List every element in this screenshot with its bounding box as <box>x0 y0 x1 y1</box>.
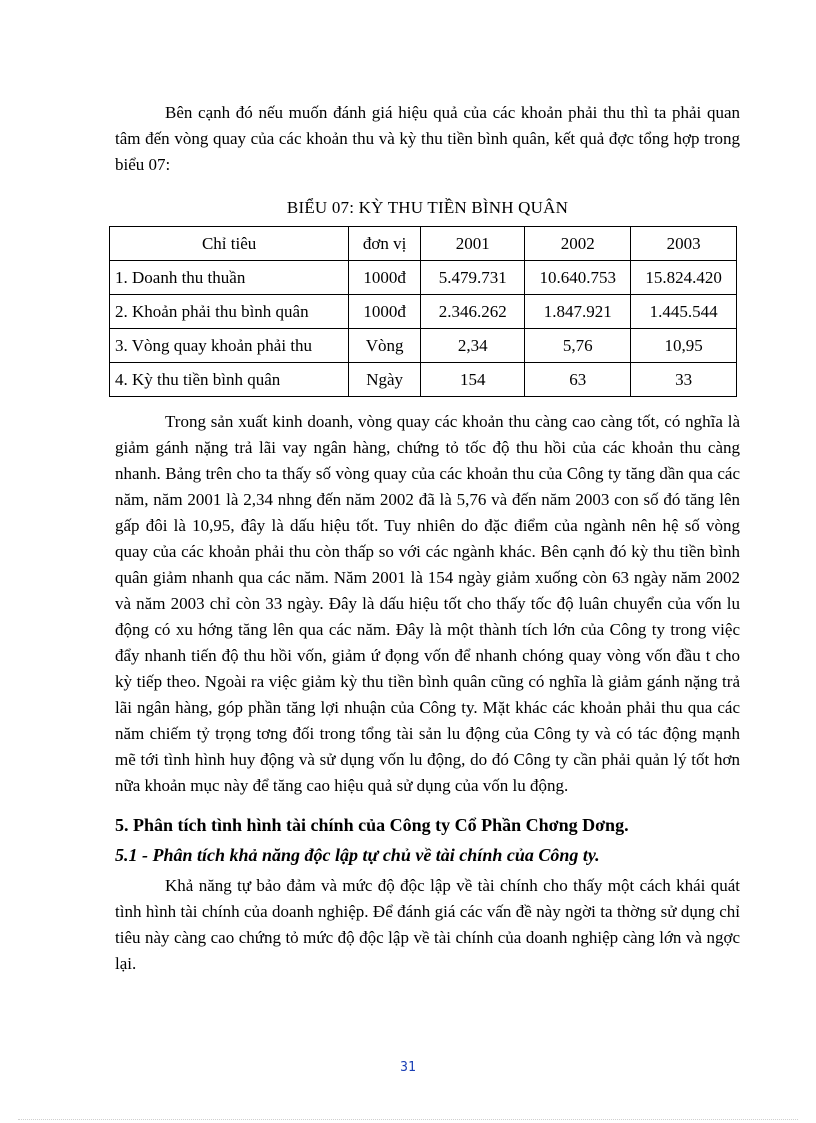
document-page <box>115 100 740 977</box>
row-unit: Vòng <box>349 329 421 363</box>
row-indicator: 2. Khoản phải thu bình quân <box>110 295 349 329</box>
cell-2001: 154 <box>421 363 525 397</box>
table-row <box>110 295 737 329</box>
receivables-table <box>109 226 737 397</box>
cell-2003: 15.824.420 <box>631 261 737 295</box>
table-row <box>110 363 737 397</box>
cell-2001: 2.346.262 <box>421 295 525 329</box>
header-unit: đơn vị <box>349 227 421 261</box>
table-container <box>115 226 740 397</box>
cell-2003: 33 <box>631 363 737 397</box>
header-2001: 2001 <box>421 227 525 261</box>
header-2002: 2002 <box>525 227 631 261</box>
cell-2003: 10,95 <box>631 329 737 363</box>
intro-paragraph: Bên cạnh đó nếu muốn đánh giá hiệu quả của các khoản phải thu thì ta phải quan tâm đến vòng quay của các khoản thu và kỳ thu tiền bình quân, kết quả đợc tổng hợp trong biểu 07: <box>115 103 740 174</box>
row-unit: 1000đ <box>349 261 421 295</box>
header-indicator: Chỉ tiêu <box>110 227 349 261</box>
row-indicator: 3. Vòng quay khoản phải thu <box>110 329 349 363</box>
cell-2001: 5.479.731 <box>421 261 525 295</box>
header-2003: 2003 <box>631 227 737 261</box>
analysis-paragraph: Trong sản xuất kinh doanh, vòng quay các khoản thu càng cao càng tốt, có nghĩa là giảm gánh nặng trả lãi vay ngân hàng, chứng tỏ tốc độ thu hồi của các khoản thu càng nhanh. Bảng trên cho ta thấy số vòng quay của các khoản thu của Công ty tăng dần qua các năm, năm 2001 là 2,34 nhng đến năm 2002 đã là 5,76 và đến năm 2003 con số đó tăng lên gấp đôi là 10,95, đây là dấu hiệu tốt. Tuy nhiên do đặc điểm của ngành nên hệ số vòng quay của các khoản phải thu còn thấp so với các ngành khác. Bên cạnh đó kỳ thu tiền bình quân giảm nhanh qua các năm. Năm 2001 là 154 ngày giảm xuống còn 63 ngày năm 2002 và năm 2003 chỉ còn 33 ngày. Đây là dấu hiệu tốt cho thấy tốc độ luân chuyển của vốn lu động có xu hớng tăng lên qua các năm. Đây là một thành tích lớn của Công ty trong việc đẩy nhanh tiến độ thu hồi vốn, giảm ứ đọng vốn để nhanh chóng quay vòng vốn đầu t cho kỳ tiếp theo. Ngoài ra việc giảm kỳ thu tiền bình quân cũng có nghĩa là giảm gánh nặng trả lãi ngân hàng, góp phần tăng lợi nhuận của Công ty. Mặt khác các khoản phải thu qua các năm chiếm tỷ trọng tơng đối trong tổng tài sản lu động của Công ty và có tác động mạnh mẽ tới tình hình huy động và sử dụng vốn lu động, do đó Công ty cần phải quản lý tốt hơn nữa khoản mục này để tăng cao hiệu quả sử dụng của vốn lu động. <box>115 412 740 795</box>
row-unit: 1000đ <box>349 295 421 329</box>
cell-2002: 63 <box>525 363 631 397</box>
footer-divider <box>18 1119 798 1120</box>
row-unit: Ngày <box>349 363 421 397</box>
section-5-heading: 5. Phân tích tình hình tài chính của Công ty Cổ Phần Chơng Dơng. <box>115 815 629 835</box>
cell-2002: 1.847.921 <box>525 295 631 329</box>
row-indicator: 1. Doanh thu thuần <box>110 261 349 295</box>
cell-2002: 10.640.753 <box>525 261 631 295</box>
cell-2002: 5,76 <box>525 329 631 363</box>
table-row <box>110 329 737 363</box>
section-5-1-paragraph: Khả năng tự bảo đảm và mức độ độc lập về tài chính cho thấy một cách khái quát tình hình tài chính của doanh nghiệp. Để đánh giá các vấn đề này ngời ta thờng sử dụng chỉ tiêu này càng cao chứng tỏ mức độ độc lập về tài chính của doanh nghiệp càng lớn và ngợc lại. <box>115 876 740 973</box>
table-header-row <box>110 227 737 261</box>
cell-2001: 2,34 <box>421 329 525 363</box>
table-title: BIỂU 07: KỲ THU TIỀN BÌNH QUÂN <box>286 198 569 217</box>
cell-2003: 1.445.544 <box>631 295 737 329</box>
page-number: 31 <box>400 1060 416 1075</box>
table-row <box>110 261 737 295</box>
row-indicator: 4. Kỳ thu tiền bình quân <box>110 363 349 397</box>
section-5-1-heading: 5.1 - Phân tích khả năng độc lập tự chủ về tài chính của Công ty. <box>115 845 600 865</box>
